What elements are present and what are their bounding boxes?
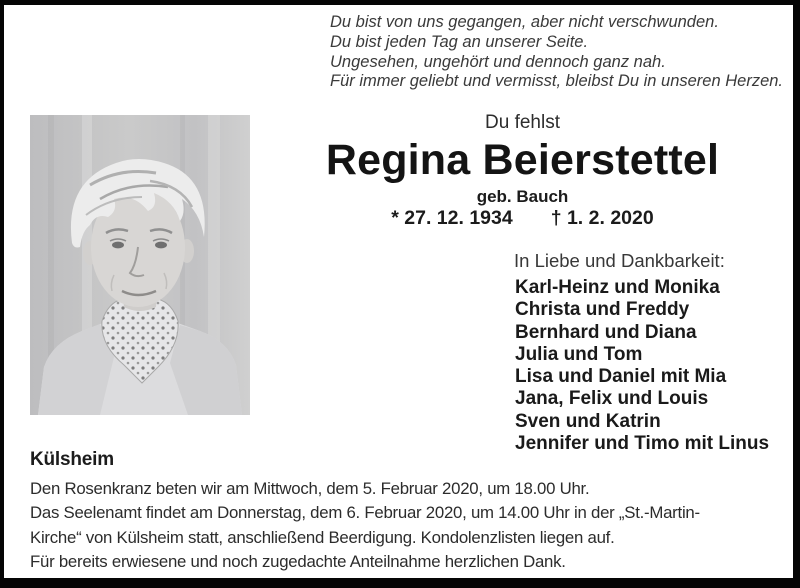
service-line: Für bereits erwiesene und noch zugedachte Anteilnahme herzlichen Dank.	[30, 551, 566, 571]
service-info	[30, 477, 785, 574]
life-dates	[295, 207, 750, 230]
birth-date: * 27. 12. 1934	[391, 207, 513, 229]
mourner-line: Jana, Felix und Louis	[515, 388, 709, 410]
mourner-line: Lisa und Daniel mit Mia	[515, 366, 727, 388]
poem-line: Ungesehen, ungehört und dennoch ganz nah.	[330, 52, 666, 71]
service-line: Den Rosenkranz beten wir am Mittwoch, dem 5. Februar 2020, um 18.00 Uhr.	[30, 479, 590, 498]
death-date: † 1. 2. 2020	[550, 207, 654, 229]
service-line: Das Seelenamt findet am Donnerstag, dem 6. Februar 2020, um 14.00 Uhr in der „St.-Martin-	[30, 503, 700, 523]
poem-line: Für immer geliebt und vermisst, bleibst Du in unseren Herzen.	[330, 72, 784, 91]
mourner-line: Julia und Tom	[515, 343, 643, 365]
memorial-poem	[330, 13, 783, 92]
missing-line: Du fehlst	[485, 112, 560, 133]
mourner-line: Karl-Heinz und Monika	[515, 277, 720, 298]
portrait-photo	[30, 115, 250, 415]
mourner-line: Bernhard und Diana	[515, 321, 697, 343]
poem-line: Du bist jeden Tag an unserer Seite.	[330, 32, 589, 51]
mourner-line: Jennifer und Timo mit Linus	[515, 433, 770, 455]
portrait-photo-image	[30, 115, 250, 415]
mourner-line: Sven und Katrin	[515, 410, 661, 432]
maiden-name: geb. Bauch	[476, 187, 569, 206]
gratitude-line: In Liebe und Dankbarkeit:	[514, 250, 725, 271]
place-name: Külsheim	[30, 449, 114, 470]
service-line: Kirche“ von Külsheim statt, anschließend Beerdigung. Kondolenzlisten liegen auf.	[30, 527, 615, 547]
mourner-line: Christa und Freddy	[515, 299, 690, 321]
mourners-list	[515, 277, 769, 455]
poem-line: Du bist von uns gegangen, aber nicht verschwunden.	[330, 13, 719, 31]
deceased-name: Regina Beierstettel	[325, 136, 720, 184]
